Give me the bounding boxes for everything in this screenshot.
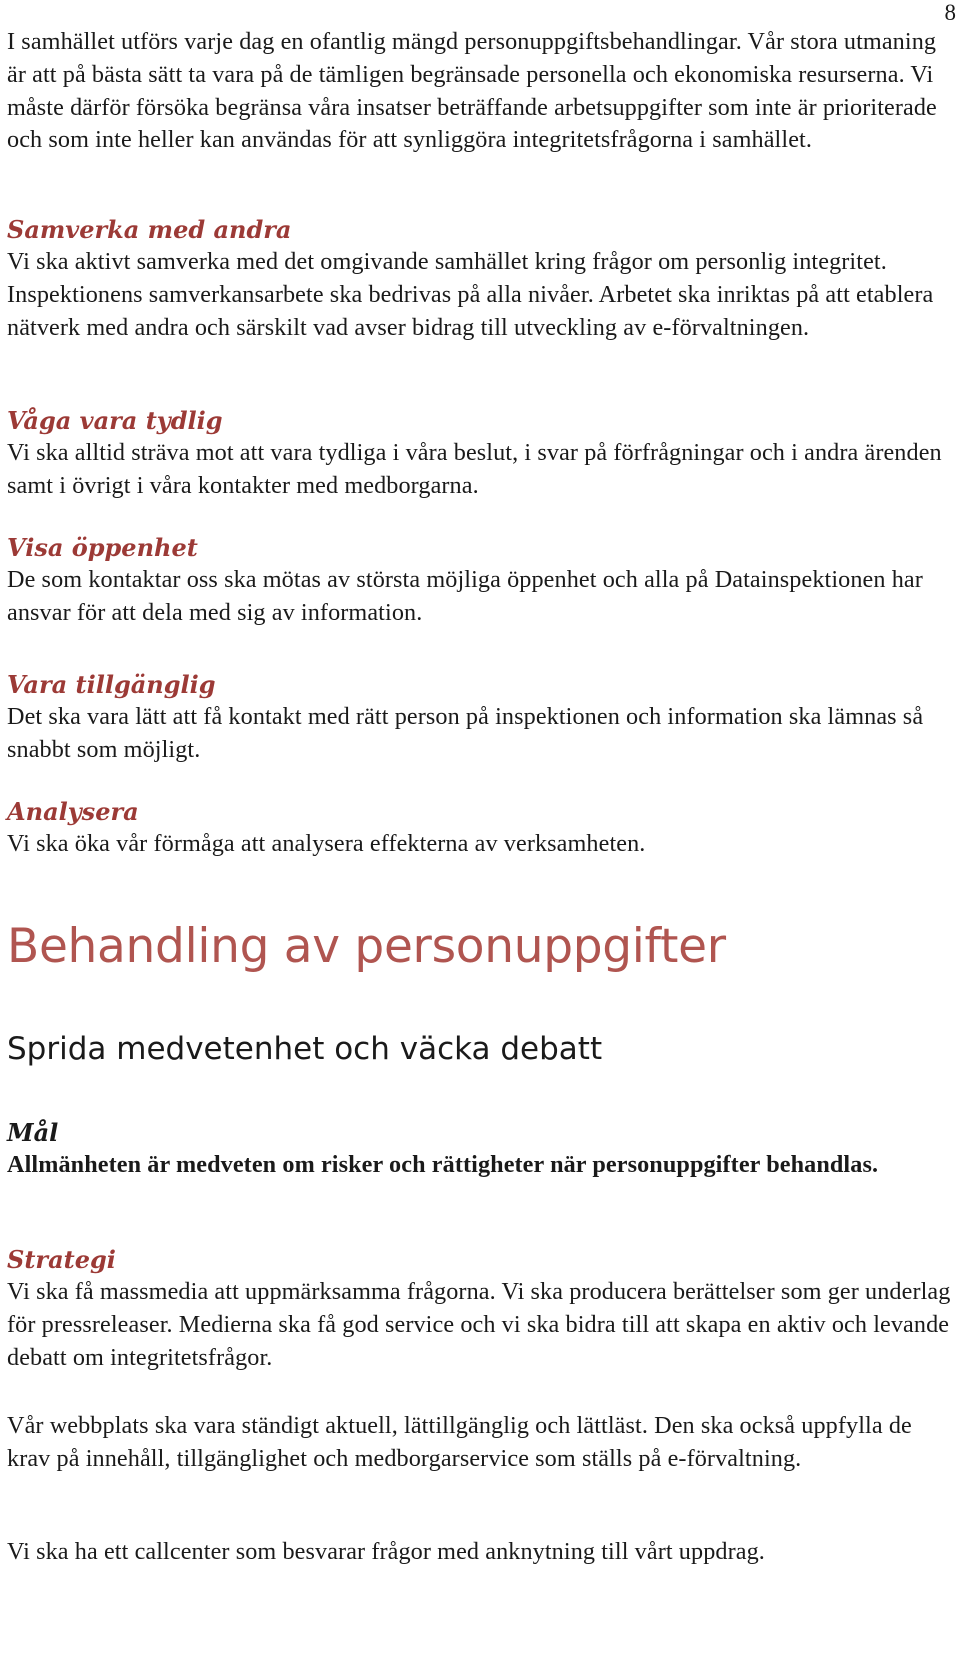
section-analysera — [7, 796, 952, 861]
section-title: Analysera — [7, 797, 139, 826]
goal-section — [7, 1117, 952, 1182]
strategy-paragraph: Vi ska ha ett callcenter som besvarar frågor med anknytning till vårt uppdrag. — [7, 1538, 765, 1565]
section-body: De som kontaktar oss ska mötas av största möjliga öppenhet och alla på Datainspektionen har ansvar för att dela med sig av information. — [7, 566, 923, 626]
chapter-subheading-block — [7, 1029, 952, 1069]
strategy-paragraph-block — [7, 1410, 952, 1476]
section-body: Vi ska alltid sträva mot att vara tydliga i våra beslut, i svar på förfrågningar och i andra ärenden samt i övrigt i våra kontakter med medborgarna. — [7, 439, 942, 499]
chapter-heading-block — [7, 919, 952, 975]
goal-title: Mål — [7, 1118, 59, 1147]
strategy-title: Strategi — [7, 1245, 116, 1274]
section-title: Våga vara tydlig — [7, 406, 223, 435]
section-title: Vara tillgänglig — [7, 670, 216, 699]
strategy-paragraph: Vi ska få massmedia att uppmärksamma frågorna. Vi ska producera berättelser som ger underlag för pressreleaser. Medierna ska få god service och vi ska bidra till att skapa en aktiv och levande debatt om integritetsfrågor. — [7, 1278, 951, 1371]
strategy-paragraph-block — [7, 1536, 952, 1569]
section-vaga-vara-tydlig — [7, 405, 952, 503]
strategy-paragraph: Vår webbplats ska vara ständigt aktuell, lättillgänglig och lättläst. Den ska också uppfylla de krav på innehåll, tillgänglighet och medborgarservice som ställs på e-förvaltning. — [7, 1412, 912, 1472]
section-vara-tillganglig — [7, 669, 952, 767]
section-body: Vi ska aktivt samverka med det omgivande samhället kring frågor om personlig integritet. Inspektionens samverkansarbete ska bedrivas på alla nivåer. Arbetet ska inriktas på att etablera nätverk med andra och särskilt vad avser bidrag till utveckling av e-förvaltningen. — [7, 248, 934, 341]
section-body: Det ska vara lätt att få kontakt med rätt person på inspektionen och information ska lämnas så snabbt som möjligt. — [7, 703, 924, 763]
section-title: Visa öppenhet — [7, 533, 198, 562]
section-title: Samverka med andra — [7, 215, 292, 244]
section-body: Vi ska öka vår förmåga att analysera effekterna av verksamheten. — [7, 830, 646, 857]
intro-paragraph-block — [7, 26, 952, 157]
section-visa-oppenhet — [7, 532, 952, 630]
section-samverka — [7, 214, 952, 344]
chapter-subheading: Sprida medvetenhet och väcka debatt — [7, 1031, 603, 1067]
strategy-section — [7, 1244, 952, 1374]
intro-paragraph: I samhället utförs varje dag en ofantlig mängd personuppgiftsbehandlingar. Vår stora utmaning är att på bästa sätt ta vara på de tämligen begränsade personella och ekonomiska resurserna. Vi måste därför försöka begränsa våra insatser beträffande arbetsuppgifter som inte är prioriterade och som inte heller kan användas för att synliggöra integritetsfrågorna i samhället. — [7, 28, 937, 154]
page-number: 8 — [944, 0, 956, 25]
goal-body: Allmänheten är medveten om risker och rättigheter när personuppgifter behandlas. — [7, 1151, 879, 1178]
chapter-heading: Behandling av personuppgifter — [7, 919, 726, 974]
